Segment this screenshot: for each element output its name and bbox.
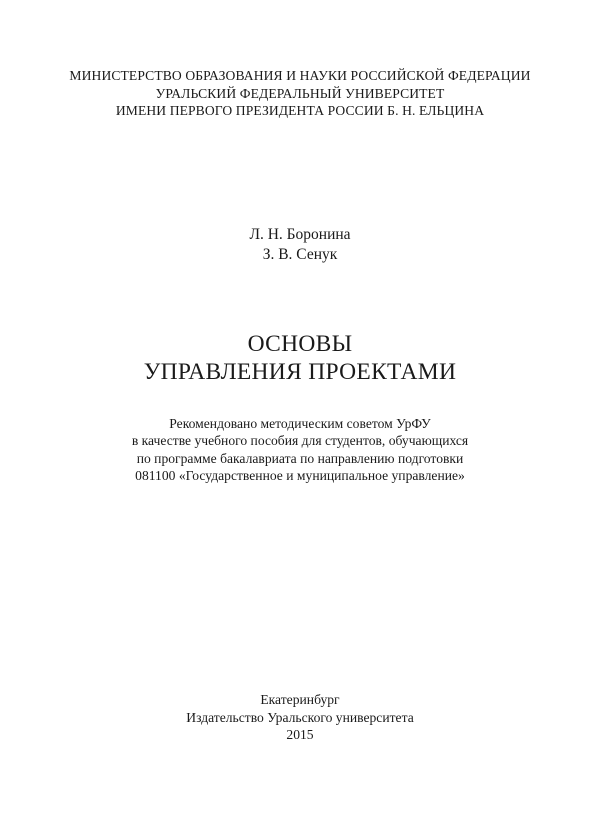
author-name: З. В. Сенук xyxy=(262,246,338,263)
title-line: УПРАВЛЕНИЯ ПРОЕКТАМИ xyxy=(143,359,457,385)
university-line: УРАЛЬСКИЙ ФЕДЕРАЛЬНЫЙ УНИВЕРСИТЕТ xyxy=(155,85,445,101)
recommendation-line: Рекомендовано методическим советом УрФУ xyxy=(169,416,431,431)
recommendation-line: в качестве учебного пособия для студентов, обучающихся xyxy=(131,433,469,449)
author-name: Л. Н. Боронина xyxy=(249,226,351,243)
imprint-city: Екатеринбург xyxy=(260,692,340,707)
institution-header xyxy=(0,67,600,120)
recommendation-note xyxy=(0,415,600,485)
authors xyxy=(0,225,600,265)
recommendation-line: 081100 «Государственное и муниципальное управление» xyxy=(135,468,465,484)
imprint-publisher: Издательство Уральского университета xyxy=(186,709,414,725)
title-line: ОСНОВЫ xyxy=(247,331,353,357)
recommendation-line: по программе бакалавриата по направлению подготовки xyxy=(136,450,464,466)
university-name-line: ИМЕНИ ПЕРВОГО ПРЕЗИДЕНТА РОССИИ Б. Н. ЕЛЬЦИНА xyxy=(115,103,485,118)
imprint xyxy=(0,691,600,744)
ministry-line: МИНИСТЕРСТВО ОБРАЗОВАНИЯ И НАУКИ РОССИЙСКОЙ ФЕДЕРАЦИИ xyxy=(69,68,531,83)
book-title xyxy=(0,330,600,386)
imprint-year: 2015 xyxy=(286,727,314,743)
